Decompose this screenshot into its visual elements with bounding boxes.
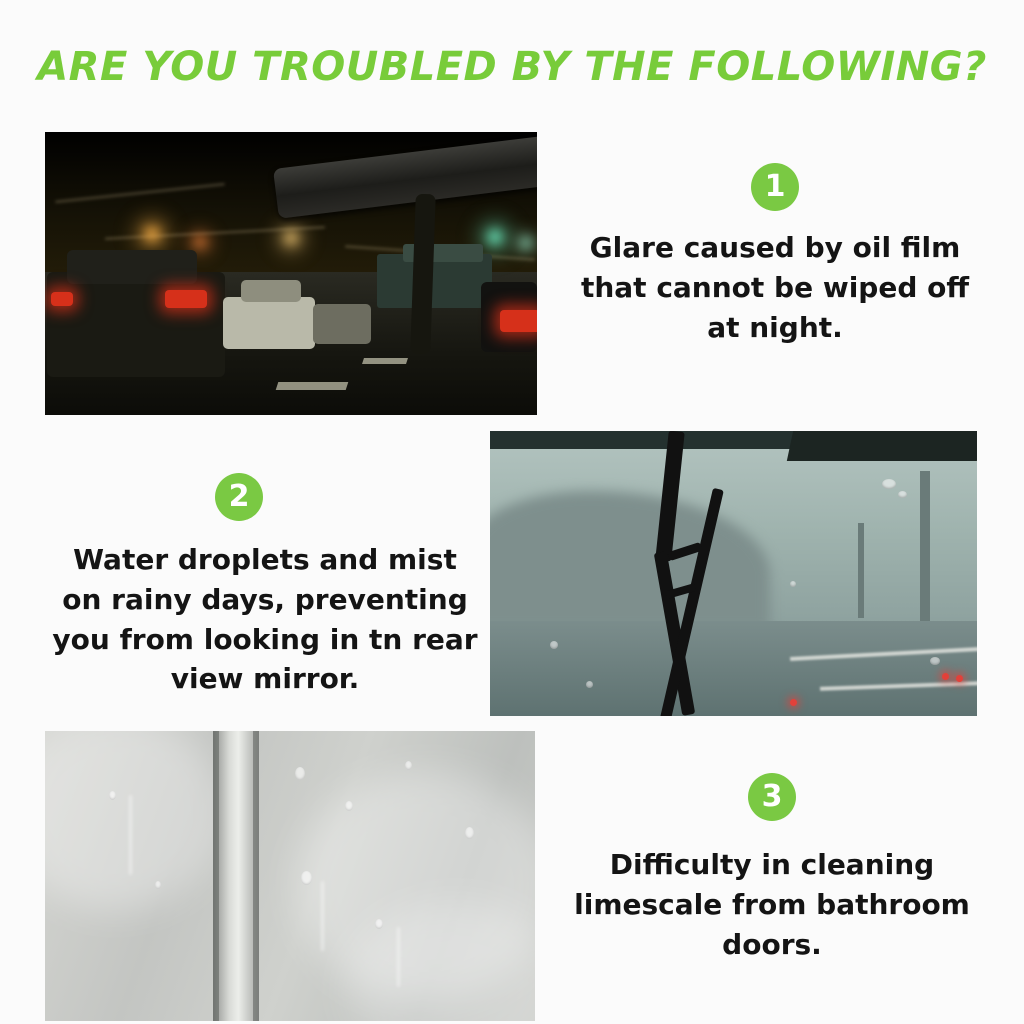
item-3-text: Difficulty in cleaning limescale from bathroom doors. bbox=[574, 848, 970, 961]
street-light bbox=[285, 232, 297, 244]
truck-silhouette bbox=[377, 254, 492, 308]
roadside-post bbox=[920, 471, 930, 621]
car-silhouette bbox=[67, 250, 197, 284]
water-droplet bbox=[295, 767, 305, 780]
item-2-text: Water droplets and mist on rainy days, preventing you from looking in tn rear view mirror. bbox=[52, 543, 478, 696]
street-light bbox=[195, 237, 205, 247]
lane-marking bbox=[362, 358, 408, 364]
water-streak bbox=[397, 927, 400, 987]
water-droplet bbox=[790, 581, 796, 587]
door-frame bbox=[213, 731, 259, 1021]
tail-light bbox=[500, 310, 537, 332]
wet-road bbox=[490, 621, 977, 716]
water-droplet bbox=[345, 801, 353, 811]
badge-number-1: 1 bbox=[751, 163, 799, 211]
foggy-bathroom-door-photo bbox=[45, 731, 535, 1021]
water-droplet bbox=[898, 491, 907, 498]
white-car bbox=[223, 297, 315, 349]
car-silhouette bbox=[47, 272, 225, 377]
street-light bbox=[145, 227, 159, 241]
water-streak bbox=[129, 795, 132, 875]
water-droplet bbox=[586, 681, 593, 688]
frame-edge bbox=[213, 731, 219, 1021]
water-droplet bbox=[930, 657, 940, 665]
water-droplet bbox=[405, 761, 412, 770]
rainy-windshield-wiper-photo bbox=[490, 431, 977, 716]
badge-number-2: 2 bbox=[215, 473, 263, 521]
page-title: ARE YOU TROUBLED BY THE FOLLOWING? bbox=[37, 44, 987, 90]
tail-light bbox=[942, 673, 949, 680]
tail-light bbox=[51, 292, 73, 306]
sun-visor bbox=[787, 431, 977, 461]
white-car bbox=[241, 280, 301, 302]
badge-number-3: 3 bbox=[748, 773, 796, 821]
traffic-light bbox=[521, 238, 531, 248]
water-droplet bbox=[550, 641, 558, 649]
item-1-text: Glare caused by oil film that cannot be wiped off at night. bbox=[580, 231, 970, 344]
frame-edge bbox=[253, 731, 259, 1021]
water-droplet bbox=[375, 919, 383, 929]
roadside-post bbox=[858, 523, 864, 618]
water-droplet bbox=[465, 827, 474, 839]
water-droplet bbox=[882, 479, 896, 489]
night-driving-glare-photo bbox=[45, 132, 537, 415]
water-droplet bbox=[155, 881, 161, 889]
lane-marking bbox=[276, 382, 349, 390]
water-droplet bbox=[301, 871, 312, 885]
traffic-light bbox=[488, 230, 502, 244]
tail-light bbox=[790, 699, 797, 706]
water-streak bbox=[321, 881, 324, 951]
tail-light bbox=[165, 290, 207, 308]
water-droplet bbox=[109, 791, 116, 800]
tail-light bbox=[956, 675, 963, 682]
car-silhouette bbox=[313, 304, 371, 344]
